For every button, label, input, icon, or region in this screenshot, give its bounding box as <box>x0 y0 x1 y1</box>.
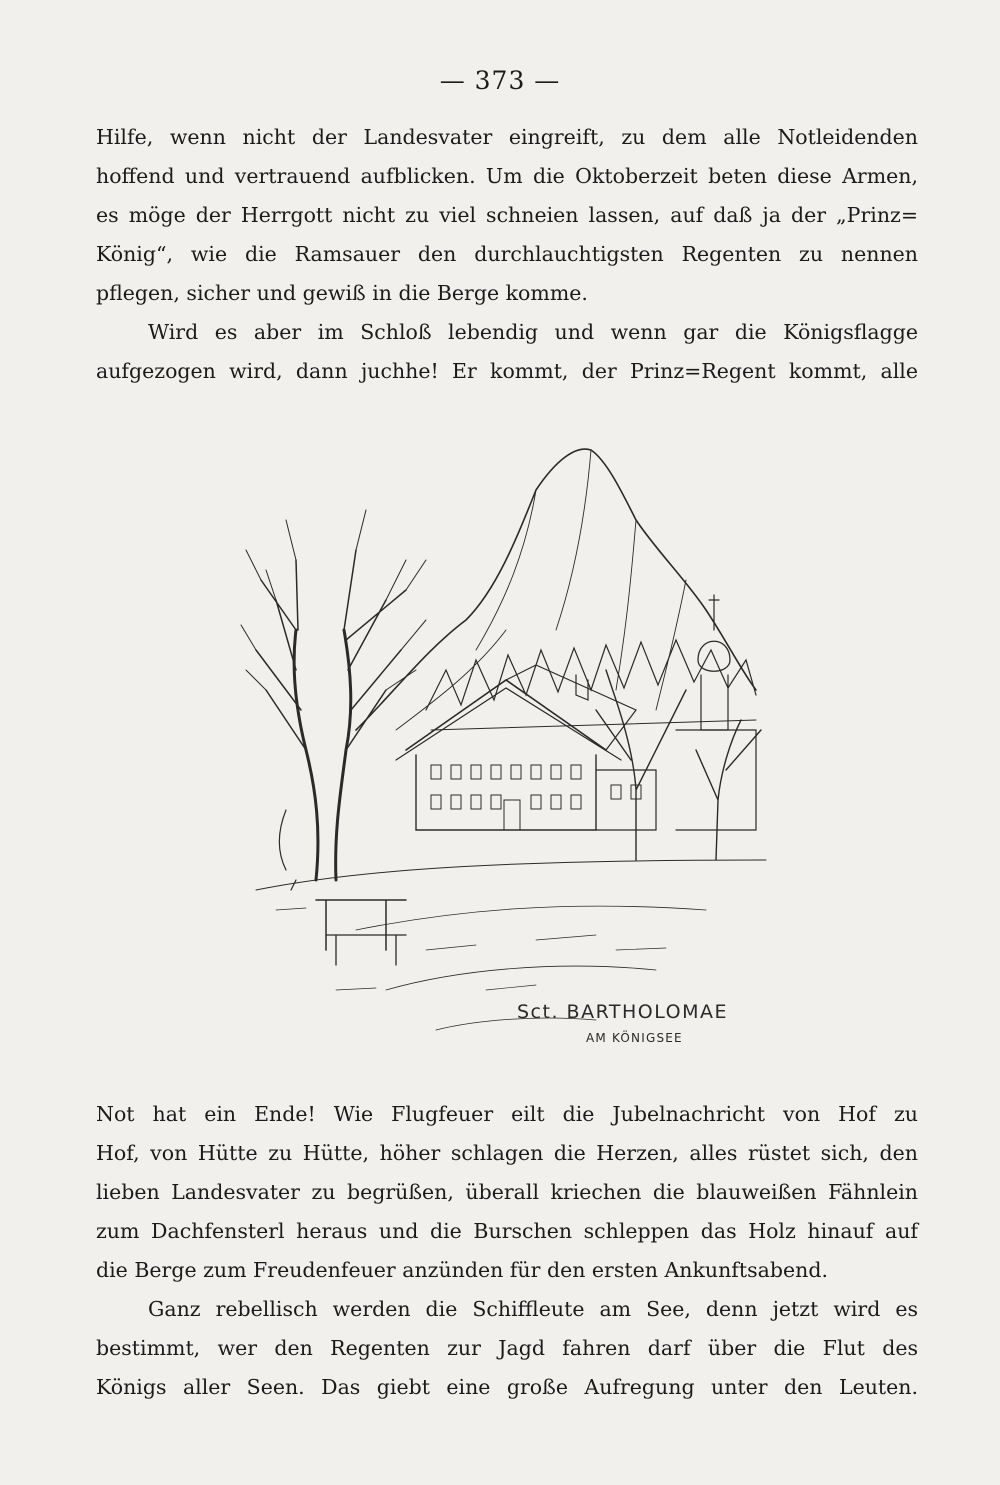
text-line: lieben Landesvater zu begrüßen, überall kriechen die blauweißen Fähnlein <box>96 1180 918 1204</box>
text-line: pflegen, sicher und gewiß in die Berge komme. <box>96 281 588 305</box>
text-line: Hof, von Hütte zu Hütte, höher schlagen die Herzen, alles rüstet sich, den <box>96 1141 918 1165</box>
top-paragraph <box>96 118 918 391</box>
illustration-caption-title: Sct. BARTHOLOMAE <box>517 1001 728 1023</box>
text-line: Ganz rebellisch werden die Schiffleute am See, denn jetzt wird es <box>148 1297 918 1321</box>
bottom-paragraph <box>96 1095 918 1407</box>
illustration-caption-subtitle: AM KÖNIGSEE <box>586 1031 683 1045</box>
text-line: Wird es aber im Schloß lebendig und wenn gar die Königsflagge <box>148 320 918 344</box>
text-line: die Berge zum Freudenfeuer anzünden für den ersten Ankunftsabend. <box>96 1258 828 1282</box>
text-line: es möge der Herrgott nicht zu viel schneien lassen, auf daß ja der „Prinz= <box>96 203 918 227</box>
text-line: bestimmt, wer den Regenten zur Jagd fahren darf über die Flut des <box>96 1336 918 1360</box>
page-number: — 373 — <box>439 66 561 95</box>
text-line: hoffend und vertrauend aufblicken. Um die Oktoberzeit beten diese Armen, <box>96 164 918 188</box>
text-line: zum Dachfensterl heraus und die Burschen schleppen das Holz hinauf auf <box>96 1219 918 1243</box>
illustration-sct-bartholomae <box>236 430 776 1070</box>
text-line: Not hat ein Ende! Wie Flugfeuer eilt die Jubelnachricht von Hof zu <box>96 1102 918 1126</box>
text-line: aufgezogen wird, dann juchhe! Er kommt, der Prinz=Regent kommt, alle <box>96 359 918 383</box>
illustration-drawing <box>236 430 776 1070</box>
text-line: König“, wie die Ramsauer den durchlauchtigsten Regenten zu nennen <box>96 242 918 266</box>
text-line: Königs aller Seen. Das giebt eine große Aufregung unter den Leuten. <box>96 1375 918 1399</box>
text-line: Hilfe, wenn nicht der Landesvater eingreift, zu dem alle Notleidenden <box>96 125 918 149</box>
